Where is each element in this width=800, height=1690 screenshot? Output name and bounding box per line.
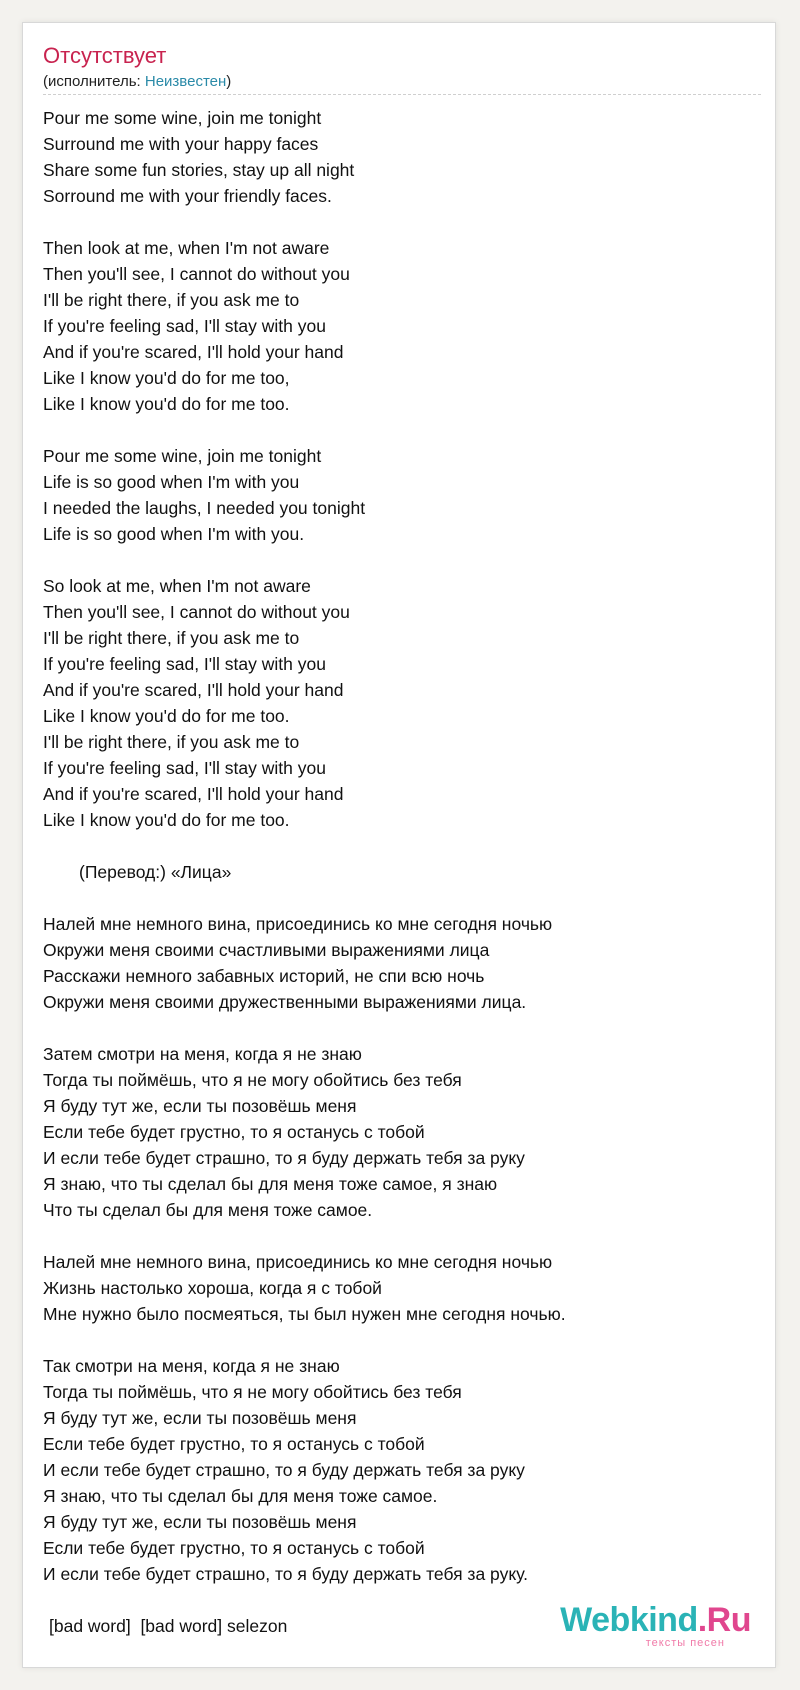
translation-line: Окружи меня своими счастливыми выражениями лица [43,940,490,960]
translation-line: Налей мне немного вина, присоединись ко мне сегодня ночью [43,914,553,934]
lyric-line: If you're feeling sad, I'll stay with you [43,758,326,778]
translation-line: Я буду тут же, если ты позовёшь меня [43,1408,357,1428]
lyric-line: Like I know you'd do for me too, [43,368,290,388]
lyric-line: Sorround me with your friendly faces. [43,186,332,206]
lyric-line: If you're feeling sad, I'll stay with you [43,316,326,336]
stanza-break [43,417,757,443]
translation-line: И если тебе будет страшно, то я буду держать тебя за руку. [43,1564,529,1584]
translation-line: Если тебе будет грустно, то я останусь с тобой [43,1538,425,1558]
translation-line: Тогда ты поймёшь, что я не могу обойтись без тебя [43,1382,462,1402]
spacer [43,833,757,859]
lyric-line: Then you'll see, I cannot do without you [43,602,350,622]
lyric-line: Life is so good when I'm with you [43,472,300,492]
lyric-line: Like I know you'd do for me too. [43,706,290,726]
lyric-line: Then you'll see, I cannot do without you [43,264,350,284]
lyric-line: Life is so good when I'm with you. [43,524,305,544]
lyric-line: Pour me some wine, join me tonight [43,446,322,466]
lyric-line: I'll be right there, if you ask me to [43,290,300,310]
lyric-line: Like I know you'd do for me too. [43,810,290,830]
lyric-line: And if you're scared, I'll hold your hand [43,784,344,804]
translation-line: Я буду тут же, если ты позовёшь меня [43,1512,357,1532]
stanza-break [43,1327,757,1353]
translation-heading: (Перевод:) «Лица» [79,862,232,882]
lyrics-card [22,22,776,1668]
artist-prefix: (исполнитель: [43,73,145,90]
translation-line: Что ты сделал бы для меня тоже самое. [43,1200,373,1220]
translation-line: Тогда ты поймёшь, что я не могу обойтись без тебя [43,1070,462,1090]
lyric-line: I'll be right there, if you ask me to [43,628,300,648]
lyric-line: Pour me some wine, join me tonight [43,108,322,128]
lyric-line: Then look at me, when I'm not aware [43,238,330,258]
artist-suffix: ) [226,73,232,90]
translation-line: Расскажи немного забавных историй, не спи всю ночь [43,966,485,986]
translated-lyrics [43,911,757,1587]
translation-line: Я знаю, что ты сделал бы для меня тоже самое, я знаю [43,1174,498,1194]
translation-line: Жизнь настолько хороша, когда я с тобой [43,1278,382,1298]
artist-link[interactable]: Неизвестен [144,73,227,90]
translation-line: Если тебе будет грустно, то я останусь с тобой [43,1434,425,1454]
translation-line: Налей мне немного вина, присоединись ко мне сегодня ночью [43,1252,553,1272]
logo-tagline: тексты песен [645,1637,725,1649]
song-title: Отсутствует [43,43,167,68]
original-lyrics [43,105,757,833]
lyric-line: I'll be right there, if you ask me to [43,732,300,752]
lyric-line: And if you're scared, I'll hold your hand [43,342,344,362]
lyric-line: If you're feeling sad, I'll stay with you [43,654,326,674]
translation-line: Я буду тут же, если ты позовёшь меня [43,1096,357,1116]
logo-text: Webkind [560,1601,698,1639]
lyric-line: Like I know you'd do for me too. [43,394,290,414]
lyrics-body [43,105,757,1639]
translation-line: Так смотри на меня, когда я не знаю [43,1356,340,1376]
artist-line [43,73,231,91]
translation-line: Если тебе будет грустно, то я останусь с тобой [43,1122,425,1142]
divider [43,94,761,95]
translation-line: И если тебе будет страшно, то я буду держать тебя за руку [43,1460,525,1480]
stanza-break [43,209,757,235]
credits: [bad word] [bad word] selezon [49,1616,288,1636]
translation-line: Окружи меня своими дружественными выражениями лица. [43,992,527,1012]
lyric-line: So look at me, when I'm not aware [43,576,311,596]
logo-domain: .Ru [697,1601,751,1639]
stanza-break [43,1015,757,1041]
lyric-line: And if you're scared, I'll hold your hand [43,680,344,700]
webkind-logo[interactable] [559,1601,755,1649]
translation-line: Мне нужно было посмеяться, ты был нужен мне сегодня ночью. [43,1304,566,1324]
spacer [43,885,757,911]
stanza-break [43,547,757,573]
lyric-line: Share some fun stories, stay up all night [43,160,355,180]
translation-line: Я знаю, что ты сделал бы для меня тоже самое. [43,1486,438,1506]
translation-line: Затем смотри на меня, когда я не знаю [43,1044,362,1064]
logo-wordmark [560,1601,751,1639]
translation-line: И если тебе будет страшно, то я буду держать тебя за руку [43,1148,525,1168]
lyric-line: I needed the laughs, I needed you tonight [43,498,366,518]
lyric-line: Surround me with your happy faces [43,134,319,154]
stanza-break [43,1223,757,1249]
